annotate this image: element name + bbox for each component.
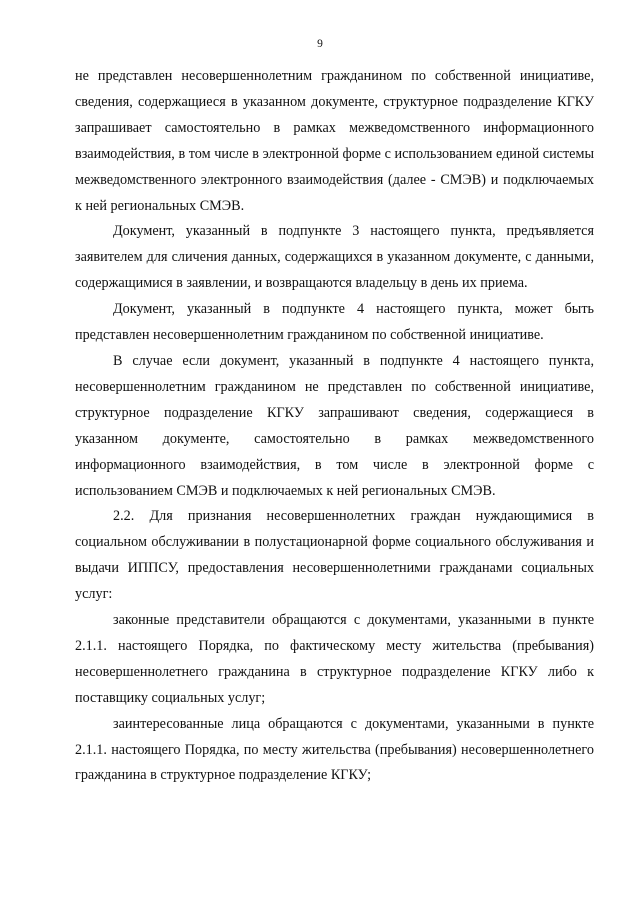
paragraph-interested-persons: заинтересованные лица обращаются с документами, указанными в пункте 2.1.1. настоящего Порядка, по месту жительства (пребывания) несовершеннолетнего гражданина в структурное подразделение КГКУ; [75,715,594,784]
page-number: 9 [317,38,323,50]
document-body [75,64,594,789]
paragraph-legal-representatives: законные представители обращаются с документами, указанными в пункте 2.1.1. настоящего Порядка, по фактическому месту жительства (пребывания) несовершеннолетнего гражданина в структурное подразделение КГКУ либо к поставщику социальных услуг; [75,612,594,706]
paragraph-document-4: Документ, указанный в подпункте 4 настоящего пункта, может быть представлен несовершеннолетним гражданином по собственной инициативе. [75,301,594,344]
paragraph-document-4-request: В случае если документ, указанный в подпункте 4 настоящего пункта, несовершеннолетним гражданином не представлен по собственной инициативе, структурное подразделение КГКУ запрашивают сведения, содержащиеся в указанном документе, самостоятельно в рамках межведомственного информационного взаимодействия, в том числе в электронной форме с использованием СМЭВ и подключаемых к ней региональных СМЭВ. [75,352,594,499]
paragraph-document-3: Документ, указанный в подпункте 3 настоящего пункта, предъявляется заявителем для сличения данных, содержащихся в указанном документе, с данными, содержащимися в заявлении, и возвращаются владельцу в день их приема. [75,223,594,292]
paragraph-section-2-2: 2.2. Для признания несовершеннолетних граждан нуждающимися в социальном обслуживании в полустационарной форме социального обслуживания и выдачи ИППСУ, предоставления несовершеннолетними гражданами социальных услуг: [75,508,594,603]
paragraph-continuation: не представлен несовершеннолетним гражданином по собственной инициативе, сведения, содержащиеся в указанном документе, структурное подразделение КГКУ запрашивает самостоятельно в рамках межведомственного информационного взаимодействия, в том числе в электронной форме с использованием единой системы межведомственного электронного взаимодействия (далее - СМЭВ) и подключаемых к ней региональных СМЭВ. [75,68,594,214]
